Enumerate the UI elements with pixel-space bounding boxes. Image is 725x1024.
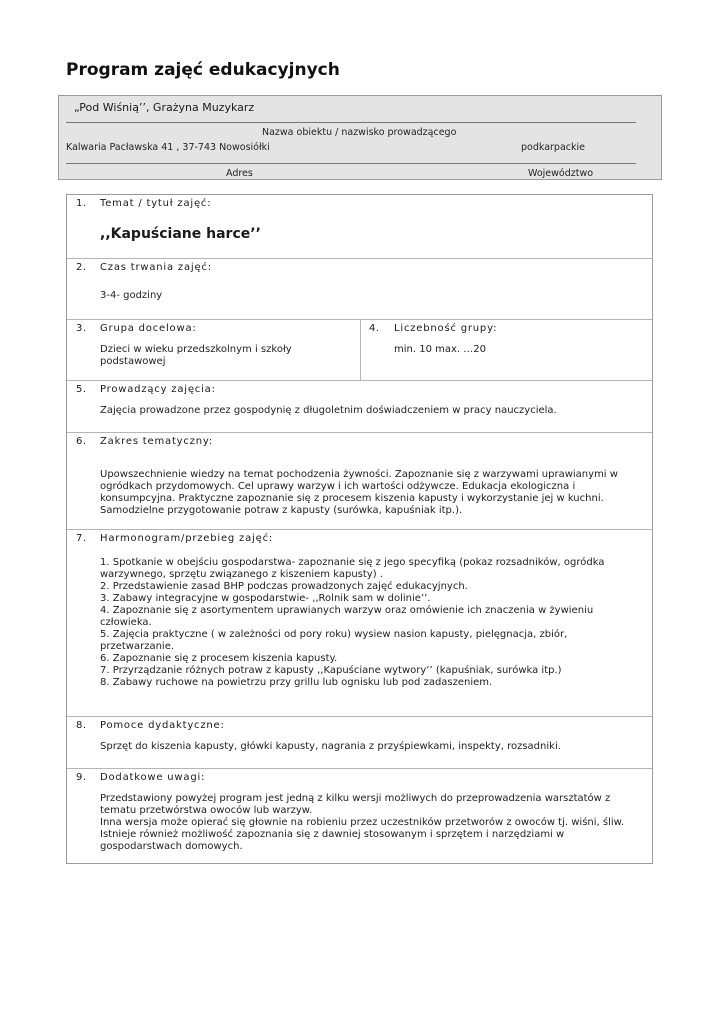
section-number: 8.: [76, 720, 87, 731]
column-divider: [360, 320, 361, 380]
text-line: 2. Przedstawienie zasad BHP podczas prowadzonych zajęć edukacyjnych.: [100, 581, 468, 592]
divider: [66, 122, 636, 123]
text-line: Inna wersja może opierać się głownie na robieniu przez uczestników przetworów z owoców tj. wiśni, śliw.: [100, 817, 625, 828]
section-instructor: [67, 381, 652, 433]
section-number: 1.: [76, 198, 87, 209]
section-label: Temat / tytuł zajęć:: [100, 198, 212, 209]
text-line: Istnieje również możliwość zapoznania się z dawniej stosowanym i sprzętem i narzędziami w: [100, 829, 565, 840]
section-number: 7.: [76, 533, 87, 544]
duration-value: 3-4- godziny: [100, 290, 163, 301]
section-label: Dodatkowe uwagi:: [100, 772, 206, 783]
text-line: 3. Zabawy integracyjne w gospodarstwie- ,,Rolnik sam w dolinie’’.: [100, 593, 431, 604]
section-teaching-aids: [67, 717, 652, 769]
scope-value: [100, 469, 618, 517]
group-value-line: podstawowej: [100, 356, 166, 367]
section-notes: [67, 769, 652, 863]
notes-value: [100, 793, 624, 853]
program-table: [66, 194, 653, 864]
divider: [66, 163, 636, 164]
text-line: 5. Zajęcia praktyczne ( w zależności od pory roku) wysiew nasion kapusty, pielęgnacja, zbiór,: [100, 629, 568, 640]
section-number: 2.: [76, 262, 87, 273]
section-group: [67, 320, 652, 381]
instructor-value: Zajęcia prowadzone przez gospodynię z długoletnim doświadczeniem w pracy nauczyciela.: [100, 405, 557, 416]
section-number: 3.: [76, 323, 87, 334]
text-line: ogródkach przydomowych. Cel uprawy warzyw i ich wartości odżywcze. Edukacja ekologiczna i: [100, 481, 576, 492]
section-label: Prowadzący zajęcia:: [100, 384, 216, 395]
group-value-line: Dzieci w wieku przedszkolnym i szkoły: [100, 344, 292, 355]
topic-value: ,,Kapuściane harce’’: [100, 226, 261, 242]
section-number: 4.: [369, 323, 380, 334]
text-line: 8. Zabawy ruchowe na powietrzu przy grillu lub ognisku lub pod zadaszeniem.: [100, 677, 493, 688]
text-line: człowieka.: [100, 617, 152, 628]
section-duration: [67, 259, 652, 320]
address-value: Kalwaria Pacławska 41 , 37-743 Nowosiółki: [66, 142, 270, 153]
text-line: Przedstawiony powyżej program jest jedną z kilku wersji możliwych do przeprowadzenia warsztatów z: [100, 793, 611, 804]
text-line: gospodarstwach domowych.: [100, 841, 243, 852]
teaching-aids-value: Sprzęt do kiszenia kapusty, główki kapusty, nagrania z przyśpiewkami, inspekty, rozsadniki.: [100, 741, 561, 752]
group-size-value: min. 10 max. …20: [394, 344, 486, 355]
section-label: Czas trwania zajęć:: [100, 262, 212, 273]
text-line: tematu przetwórstwa owoców lub warzyw.: [100, 805, 313, 816]
section-number: 6.: [76, 436, 87, 447]
section-label: Pomoce dydaktyczne:: [100, 720, 225, 731]
text-line: przetwarzanie.: [100, 641, 175, 652]
header-box: [58, 95, 662, 180]
text-line: 6. Zapoznanie się z procesem kiszenia kapusty.: [100, 653, 338, 664]
region-caption: Województwo: [528, 168, 594, 179]
text-line: Upowszechnienie wiedzy na temat pochodzenia żywności. Zapoznanie się z warzywami uprawianymi w: [100, 469, 618, 480]
section-number: 9.: [76, 772, 87, 783]
object-name: „Pod Wiśnią’’, Grażyna Muzykarz: [74, 101, 255, 114]
section-label: Harmonogram/przebieg zajęć:: [100, 533, 274, 544]
section-topic: [67, 195, 652, 259]
group-value: [100, 344, 292, 368]
text-line: Samodzielne przygotowanie potraw z kapusty (surówka, kapuśniak itp.).: [100, 505, 463, 516]
text-line: 7. Przyrządzanie różnych potraw z kapusty ,,Kapuściane wytwory’’ (kapuśniak, surówka itp.): [100, 665, 562, 676]
section-label: Zakres tematyczny:: [100, 436, 214, 447]
text-line: warzywnego, sprzętu związanego z kiszeniem kapusty) .: [100, 569, 383, 580]
section-label: Liczebność grupy:: [394, 323, 498, 334]
section-schedule: [67, 530, 652, 717]
region-value: podkarpackie: [521, 142, 585, 153]
address-caption: Adres: [226, 168, 253, 179]
text-line: 4. Zapoznanie się z asortymentem uprawianych warzyw oraz omówienie ich znaczenia w żywieniu: [100, 605, 594, 616]
section-scope: [67, 433, 652, 530]
text-line: 1. Spotkanie w obejściu gospodarstwa- zapoznanie się z jego specyfiką (pokaz rozsadników, ogródka: [100, 557, 605, 568]
schedule-value: [100, 557, 604, 689]
object-caption: Nazwa obiektu / nazwisko prowadzącego: [262, 127, 457, 138]
section-number: 5.: [76, 384, 87, 395]
section-label: Grupa docelowa:: [100, 323, 197, 334]
text-line: konsumpcyjna. Praktyczne zapoznanie się z procesem kiszenia kapusty i wykorzystanie jej w kuchni.: [100, 493, 604, 504]
page-title: Program zajęć edukacyjnych: [66, 60, 340, 80]
